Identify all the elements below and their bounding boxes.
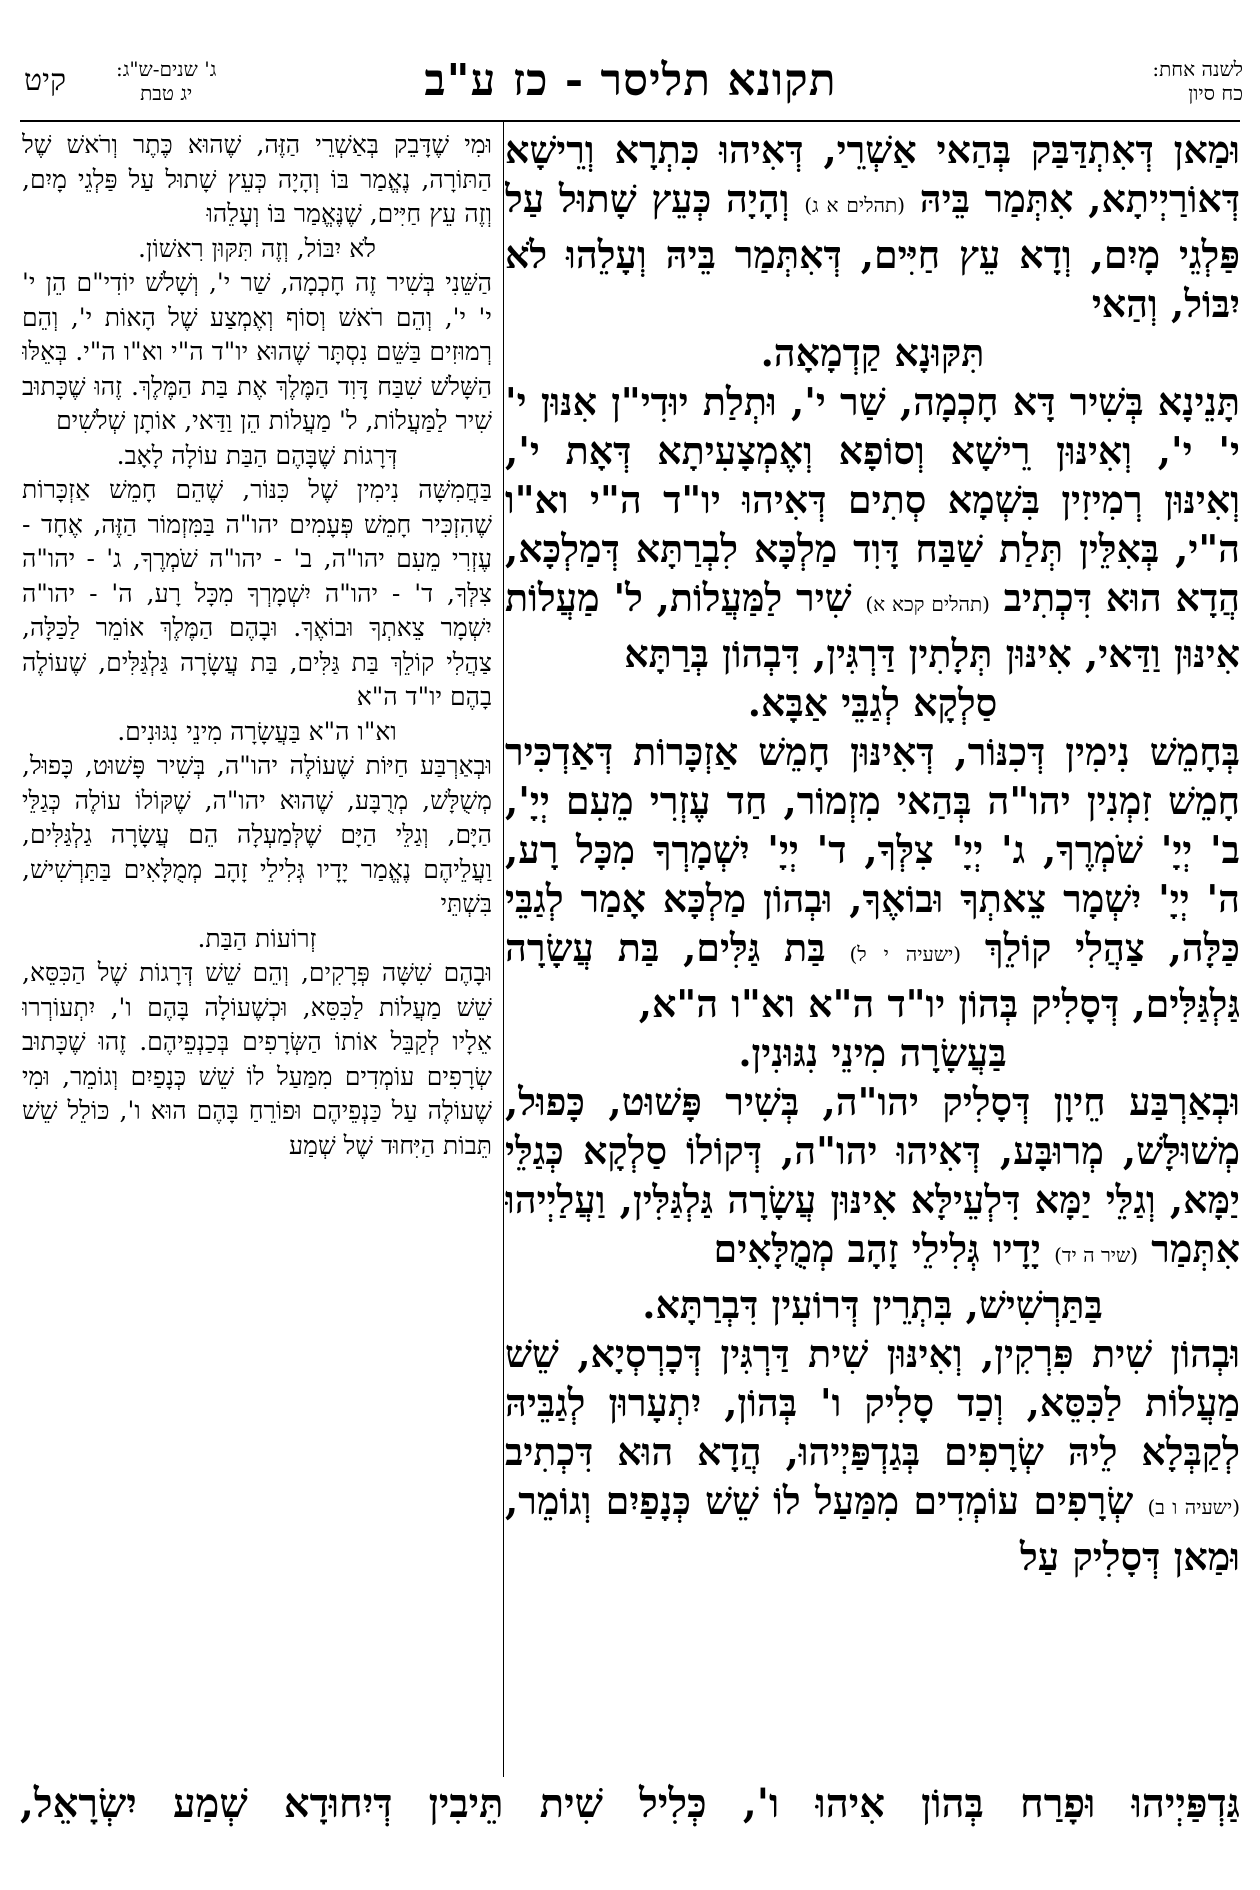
side-p4-end: זְרוֹעוֹת הַבַּת. — [197, 923, 317, 953]
main-paragraph-3 — [505, 727, 1240, 1028]
main-p4-ref: (שיר ה יד) — [1054, 1243, 1138, 1267]
main-p3-text: בְּחָמֵשׁ נִימִין דְּכִנּוֹר, דְּאִינּוּן חָמֵשׁ אַזְכָּרוֹת דְּאַדְכִּיר חָמֵשׁ זִמְנִין יהו"ה בְּהַאי מִזְמוֹר, חַד עֶזְרִי מֵעִם יְיָ', ב' יְיָ' שֹׁמְרֶךָ, ג' יְיָ' צִלְּךָ, ד' יְיָ' יִשְׁמָרְךָ מִכָּל רָע, ה' יְיָ' יִשְׁמָר צֵאתְךָ וּבוֹאֶךָ, וּבְהוֹן מַלְכָּא אָמַר לְגַבֵּי כַּלָּה, צַהֲלִי קוֹלֵךְ — [505, 729, 1240, 970]
side-p2-end: דְּרָגוֹת שֶׁבָּהֶם הַבַּת עוֹלָה לָאָב. — [116, 440, 398, 470]
main-p2b-text: שִׁיר לַמַּעֲלוֹת, ל' מַעֲלוֹת אִינּוּן וַדַּאי, אִינּוּן תְּלָתִין דַּרְגִּין, דִּבְהוֹן בְּרַתָּא — [505, 575, 1240, 676]
header-left-bottom: יג טבת — [140, 81, 193, 105]
main-p3b-text: בַּת גַּלִּים, בַּת עֲשָׂרָה גַּלְגַּלִּים, דְּסָלִיק בְּהוֹן יו"ד ה"א וא"ו ה"א, — [505, 925, 1240, 1026]
main-p1b-text: וְהָיָה כְּעֵץ שָׁתוּל עַל פַּלְגֵי מָיִם, וְדָא עֵץ חַיִּים, דְּאִתְּמַר בֵּיהּ וְעָלֵהוּ לֹא יִבּוֹל, וְהַאי — [505, 176, 1240, 326]
page-label: קיט — [24, 63, 67, 98]
main-paragraph-2 — [505, 377, 1240, 678]
page-title: תקונא תליסר - כז ע"ב — [424, 55, 837, 106]
main-p1-end: תִּקּוּנָא קַדְמָאָה. — [760, 330, 985, 375]
bottom-line: גַּדְפַּיְיהוּ וּפָרַח בְּהוֹן אִיהוּ ו', כְּלִיל שִׁית תֵּיבִין דְּיִחוּדָא שְׁמַע יִשְׂרָאֵל, — [20, 1780, 1240, 1827]
main-p4-end: בַּתַּרְשִׁישׁ, בִּתְרֵין דְּרוֹעִין דִּבְרַתָּא. — [642, 1282, 1103, 1327]
main-text-column — [505, 125, 1240, 1775]
side-p1-end: לֹא יִבּוֹל, וְזֶה תִּקּוּן רִאשׁוֹן. — [138, 233, 376, 263]
main-p1-text: וּמַאן דְּאִתְדַּבַּק בְּהַאי אַשְׁרֵי, דְּאִיהוּ כִּתְרָא וְרֵישָׁא דְּאוֹרַיְיתָא, אִתְּמַר בֵּיהּ — [505, 127, 1240, 221]
main-p3-ref: (ישעיה י ל) — [849, 942, 962, 966]
main-p2-text: תָּנֵינָא בְּשִׁיר דָּא חָכְמָה, שַׁר י', וּתְלַת יוּדִי"ן אִנּוּן י' י' י', וְאִינּוּן רֵישָׁא וְסוֹפָא וְאֶמְצָעִיתָא דְּאָת י', וְאִינּוּן רְמִיזִין בִּשְׁמָא סְתִים דְּאִיהוּ יו"ד ה"י וא"ו ה"י, בְּאִלֵּין תְּלַת שַׁבַּח דָּוִד מַלְכָּא לִבְרַתָּא דְּמַלְכָּא, הֲדָא הוּא דִּכְתִיב — [505, 379, 1240, 620]
main-paragraph-4 — [505, 1077, 1240, 1280]
main-p1-ref: (תהלים א ג) — [804, 193, 905, 217]
header-rule — [20, 120, 1240, 122]
main-p5-text: וּבְהוֹן שִׁית פִּרְקִין, וְאִינּוּן שִׁית דַּרְגִּין דְּכָרְסְיָא, שֵׁשׁ מַעֲלוֹת לַכִּסֵּא, וְכַד סָלִיק ו' בְּהוֹן, יִתְעָרוּן לְגַבֵּיהּ לְקַבְּלָא לֵיהּ שְׂרָפִים בְּגַדְפַּיְיהוּ, הֲדָא הוּא דִּכְתִיב — [505, 1331, 1240, 1474]
main-paragraph-5 — [505, 1329, 1240, 1581]
main-p5b-text: שְׂרָפִים עוֹמְדִים מִמַּעַל לוֹ שֵׁשׁ כְּנָפַיִם וְגוֹמֵר, וּמַאן דְּסָלִיק עַל — [505, 1478, 1240, 1579]
main-p4-text: וּבְאַרְבַּע חֵיוָן דְּסָלִיק יהו"ה, בְּשִׁיר פָּשׁוּט, כָּפוּל, מְשׁוּלָּשׁ, מְרוּבָּע, דְּאִיהוּ יהו"ה, דְּקוֹלוֹ סַלְקָא כְּגַלֵּי יַמָּא, וְגַלֵּי יַמָּא דִּלְעֵילָּא אִינּוּן עֲשָׂרָה גַּלְגַּלִּין, וַעֲלַיְיהוּ אִתְּמַר — [505, 1079, 1240, 1271]
main-p4b-text: יָדָיו גְּלִילֵי זָהָב מְמֻלָּאִים — [713, 1226, 1041, 1271]
side-paragraph-1: וּמִי שֶׁדָּבֵק בְּאַשְׁרֵי הַזֶּה, שֶׁהוּא כֶּתֶר וְרֹאשׁ שֶׁל הַתּוֹרָה, נֶאֱמַר בּוֹ וְהָיָה כְּעֵץ שָׁתוּל עַל פַּלְגֵי מָיִם, וְזֶה עֵץ חַיִּים, שֶׁנֶּאֱמַר בּוֹ וְעָלֵהוּ — [22, 130, 492, 228]
side-paragraph-5: וּבָהֶם שִׁשָּׁה פְּרָקִים, וְהֵם שֵׁשׁ דְּרָגוֹת שֶׁל הַכִּסֵּא, שֵׁשׁ מַעֲלוֹת לַכִּסֵּא, וּכְשֶׁעוֹלָה בָּהֶם ו', יִתְעוֹרְרוּ אֵלָיו לְקַבֵּל אוֹתוֹ הַשְּׂרָפִים בְּכַנְפֵיהֶם. זֶהוּ שֶׁכָּתוּב שְׂרָפִים עוֹמְדִים מִמַּעַל לוֹ שֵׁשׁ כְּנָפַיִם וְגוֹמֵר, וּמִי שֶׁעוֹלֶה עַל כַּנְפֵיהֶם וּפוֹרֵחַ בָּהֶם הוּא ו', כּוֹלֵל שֵׁשׁ תֵּבוֹת הַיִּחוּד שֶׁל שְׁמַע — [22, 958, 492, 1160]
header-left-top: ג' שנים-ש"ג: — [116, 57, 217, 81]
translation-column — [22, 128, 492, 1778]
header-right-bottom: כח סיון — [1188, 81, 1243, 105]
main-p2-end: סַלְקָא לְגַבֵּי אַבָּא. — [747, 680, 998, 725]
main-paragraph-1 — [505, 125, 1240, 328]
side-paragraph-3: בַּחֲמִשָּׁה נִימִין שֶׁל כִּנּוֹר, שֶׁהֵם חָמֵשׁ אַזְכָּרוֹת שֶׁהִזְכִּיר חָמֵשׁ פְּעָמִים יהו"ה בַּמִּזְמוֹר הַזֶּה, אֶחָד - עֶזְרִי מֵעִם יהו"ה, ב' - יהו"ה שֹׁמְרֶךָ, ג' - יהו"ה צִלְּךָ, ד' - יהו"ה יִשְׁמָרְךָ מִכָּל רָע, ה' - יהו"ה יִשְׁמָר צֵאתְךָ וּבוֹאֶךָ. וּבָהֶם הַמֶּלֶךְ אוֹמֵר לַכַּלָּה, צַהֲלִי קוֹלֵךְ בַּת גַּלִּים, בַּת עֲשָׂרָה גַּלְגַּלִּים, שֶׁעוֹלֶה בָהֶם יו"ד ה"א — [22, 475, 492, 711]
header-left-info — [116, 57, 216, 105]
side-paragraph-4: וּבְאַרְבַּע חַיּוֹת שֶׁעוֹלֶה יהו"ה, בְּשִׁיר פָּשׁוּט, כָּפוּל, מְשֻׁלָּשׁ, מְרֻבָּע, שֶׁהוּא יהו"ה, שֶׁקּוֹלוֹ עוֹלֶה כְּגַלֵּי הַיָּם, וְגַלֵּי הַיָּם שֶׁלְּמַעְלָה הֵם עֲשָׂרָה גַלְגַּלִּים, וַעֲלֵיהֶם נֶאֱמַר יָדָיו גְּלִילֵי זָהָב מְמֻלָּאִים בַּתַּרְשִׁישׁ, בִּשְׁתֵּי — [22, 751, 492, 918]
page-header — [18, 55, 1243, 115]
main-p2-ref: (תהלים קכא א) — [865, 592, 990, 616]
side-p3-end: וא"ו ה"א בַּעֲשָׂרָה מִינֵי נִגּוּנִים. — [117, 716, 397, 746]
header-right-top: לשנה אחת: — [1152, 57, 1243, 81]
main-p5-ref: (ישעיה ו ב) — [1147, 1495, 1240, 1519]
column-divider — [503, 122, 504, 1777]
main-p3-end: בַּעֲשָׂרָה מִינֵי נִגּוּנִין. — [738, 1030, 1007, 1075]
side-paragraph-2: הַשֵּׁנִי בְּשִׁיר זֶה חָכְמָה, שַׁר י', וְשָׁלֹשׁ יוֹדִי"ם הֵן י' י' י', וְהֵם רֹאשׁ וְסוֹף וְאֶמְצַע שֶׁל הָאוֹת י', וְהֵם רְמוּזִים בַּשֵּׁם נִסְתָּר שֶׁהוּא יו"ד ה"י וא"ו ה"י. בְּאֵלּוּ הַשָּׁלֹשׁ שִׁבַּח דָּוִד הַמֶּלֶךְ אֶת בַּת הַמֶּלֶךְ. זֶהוּ שֶׁכָּתוּב שִׁיר לַמַּעֲלוֹת, ל' מַעֲלוֹת הֵן וַדַּאי, אוֹתָן שְׁלֹשִׁים — [22, 268, 492, 435]
